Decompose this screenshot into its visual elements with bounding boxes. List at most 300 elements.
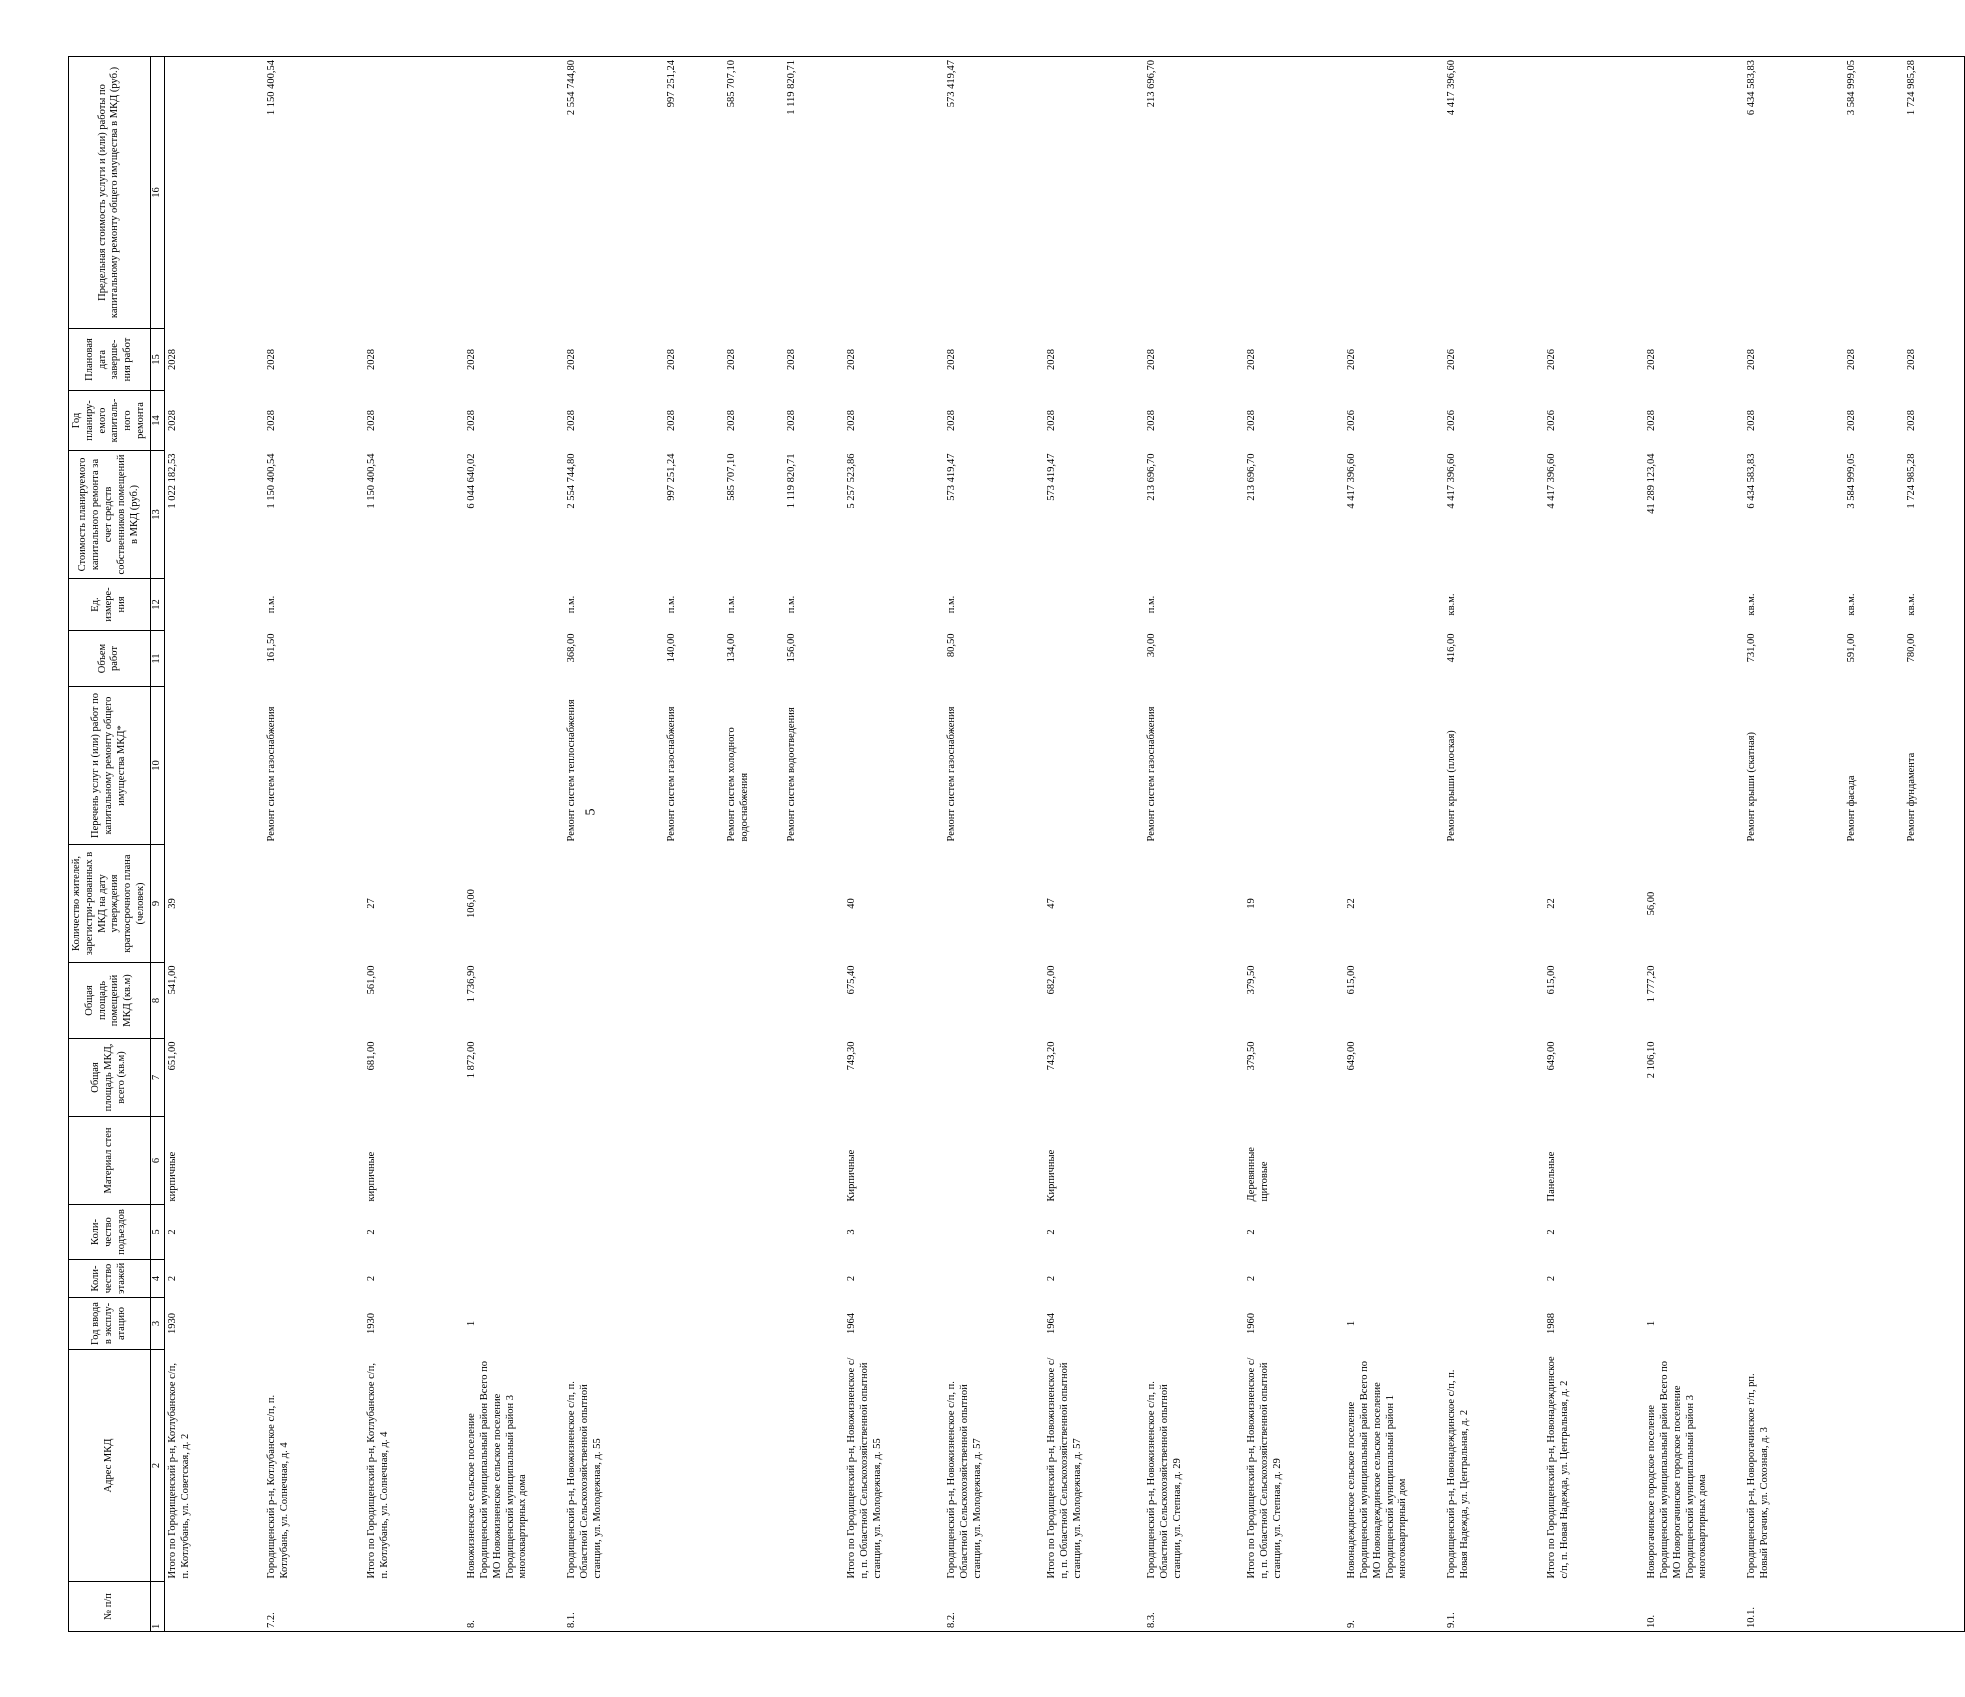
cell-year: 1	[1646, 1320, 1658, 1327]
cell-n: 9.1.	[1444, 1582, 1544, 1632]
cell-unit: кв.м.	[1746, 593, 1758, 616]
column-header: № п/п	[69, 1582, 151, 1632]
cell-addr: Итого по Городищенский р-н, Новожизненское с/п, п. Областной Сельскохозяйственной опытной станции, ул. Степная, д. 29	[1246, 1357, 1283, 1579]
cell-plan_year: 2028	[1904, 391, 1964, 451]
cell-wall	[1904, 1117, 1964, 1205]
cell-volume: 134,00	[726, 633, 738, 663]
cell-floors	[1444, 1260, 1544, 1298]
cell-area_prem: 615,00	[1346, 965, 1358, 995]
cell-unit	[1044, 579, 1144, 631]
column-number: 1	[150, 1582, 164, 1632]
cell-unit: п.м.	[666, 595, 678, 614]
cell-work: Ремонт систем теплоснабжения	[566, 699, 578, 842]
table-body	[164, 57, 1964, 1632]
cell-ent: 2	[1046, 1229, 1058, 1235]
table-row	[1644, 57, 1744, 1632]
cell-work: Ремонт систем водоотведения	[786, 707, 798, 842]
cell-unit: п.м.	[786, 595, 798, 614]
cell-end_date: 2028	[726, 349, 738, 370]
cell-work	[844, 687, 944, 845]
cell-year	[1844, 1298, 1904, 1350]
column-number: 4	[150, 1260, 164, 1298]
cell-plan_year: 2028	[1046, 410, 1058, 431]
cell-area_prem	[664, 963, 724, 1039]
cell-n	[1904, 1582, 1964, 1632]
cell-residents	[1844, 845, 1904, 963]
cell-plan_year: 2028	[366, 410, 378, 431]
table-row	[1844, 57, 1904, 1632]
cell-addr: Итого по Городищенский р-н, Котлубанское с/п, п. Котлубань, ул. Солнечная, д. 4	[366, 1363, 391, 1579]
cell-end_date: 2026	[1346, 349, 1358, 370]
cell-year: 1930	[366, 1313, 378, 1334]
cell-limit: 1 150 400,54	[264, 57, 364, 329]
cell-unit	[844, 579, 944, 631]
cell-volume: 140,00	[666, 633, 678, 663]
cell-limit: 213 696,70	[1144, 57, 1244, 329]
cell-wall: Деревянные щитовые	[1246, 1147, 1271, 1202]
column-number: 10	[150, 687, 164, 845]
header-row	[69, 57, 151, 1632]
cell-wall	[1144, 1117, 1244, 1205]
cell-n: 8.3.	[1144, 1582, 1244, 1632]
cell-area: 749,30	[846, 1041, 858, 1071]
cell-floors	[1904, 1260, 1964, 1298]
cell-volume: 591,00	[1846, 633, 1858, 663]
cell-area_prem	[1904, 963, 1964, 1039]
cell-cost: 4 417 396,60	[1546, 453, 1558, 509]
cell-wall: кирпичные	[166, 1151, 178, 1202]
cell-end_date: 2028	[266, 349, 278, 370]
column-header: Год ввода в эксплу-атацию	[69, 1298, 151, 1350]
cell-end_date: 2028	[466, 349, 478, 370]
cell-addr: Новорогачинское городское поселение Городищенский муниципальный район Всего по МО Новорогачинское городское поселение Городищенский муниципальный район 3 многоквартирных дома	[1646, 1360, 1709, 1579]
cell-limit: 585 707,10	[724, 57, 784, 329]
cell-area	[1444, 1039, 1544, 1117]
cell-cost: 1 119 820,71	[786, 453, 798, 509]
cell-work	[464, 687, 564, 845]
cell-end_date: 2028	[366, 349, 378, 370]
cell-wall	[564, 1117, 664, 1205]
cell-wall	[1344, 1117, 1444, 1205]
cell-ent	[1444, 1205, 1544, 1260]
cell-cost: 1 150 400,54	[366, 453, 378, 509]
cell-end_date: 2028	[946, 349, 958, 370]
cell-volume	[1344, 631, 1444, 687]
cell-end_date: 2028	[1646, 349, 1658, 370]
cell-cost: 6 044 640,02	[466, 453, 478, 509]
cell-limit: 997 251,24	[664, 57, 724, 329]
table-row	[364, 57, 464, 1632]
cell-ent: 2	[366, 1229, 378, 1235]
column-header: Адрес МКД	[69, 1350, 151, 1582]
table-row	[1344, 57, 1444, 1632]
column-header: Плановая дата заверше-ния работ	[69, 329, 151, 391]
cell-n	[1844, 1582, 1904, 1632]
cell-floors: 2	[1046, 1275, 1058, 1282]
cell-residents: 56,00	[1646, 891, 1658, 916]
cell-area: 379,50	[1246, 1041, 1258, 1071]
cell-unit	[1244, 579, 1344, 631]
cell-floors	[1644, 1260, 1744, 1298]
cell-limit	[164, 57, 264, 329]
cell-limit: 1 119 820,71	[784, 57, 844, 329]
cell-floors	[264, 1260, 364, 1298]
cell-limit	[364, 57, 464, 329]
cell-residents: 22	[1546, 898, 1558, 909]
cell-plan_year: 2028	[1746, 410, 1758, 431]
cell-area	[1844, 1039, 1904, 1117]
column-header: Коли-чество подъездов	[69, 1205, 151, 1260]
column-header: Материал стен	[69, 1117, 151, 1205]
cell-area: 651,00	[166, 1041, 178, 1071]
cell-work: Ремонт фундамента	[1904, 687, 1964, 845]
cell-year: 1964	[846, 1313, 858, 1334]
cell-n	[164, 1582, 264, 1632]
cell-ent	[1744, 1205, 1844, 1260]
table-row	[1744, 57, 1844, 1632]
cell-n: 8.2.	[944, 1582, 1044, 1632]
cell-limit: 1 724 985,28	[1904, 57, 1964, 329]
cell-addr	[664, 1350, 724, 1582]
cell-work: Ремонт систем газоснабжения	[946, 706, 958, 842]
cell-work: Ремонт систем газоснабжения	[666, 706, 678, 842]
cell-area	[664, 1039, 724, 1117]
cell-limit	[1344, 57, 1444, 329]
cell-wall	[264, 1117, 364, 1205]
cell-limit	[1244, 57, 1344, 329]
cell-cost: 5 257 523,86	[846, 453, 858, 509]
cell-limit: 6 434 583,83	[1744, 57, 1844, 329]
cell-volume	[1044, 631, 1144, 687]
cell-wall	[944, 1117, 1044, 1205]
cell-year	[1904, 1298, 1964, 1350]
cell-area	[784, 1039, 844, 1117]
cell-wall: Кирпичные	[846, 1149, 858, 1202]
cell-addr: Новожизненское сельское поселение Городищенский муниципальный район Всего по МО Новожизненское сельское поселение Городищенский муниципальный район 3 многоквартирных дома	[466, 1360, 529, 1579]
cell-area_prem	[1144, 963, 1244, 1039]
cell-limit	[1044, 57, 1144, 329]
column-header: Ед. измере-ния	[69, 579, 151, 631]
cell-end_date: 2028	[1146, 349, 1158, 370]
column-number: 16	[150, 57, 164, 329]
cell-ent	[464, 1205, 564, 1260]
column-number: 12	[150, 579, 164, 631]
cell-floors	[1744, 1260, 1844, 1298]
cell-unit	[164, 579, 264, 631]
table-row	[664, 57, 724, 1632]
cell-volume	[364, 631, 464, 687]
cell-end_date: 2028	[1046, 349, 1058, 370]
cell-unit: кв.м.	[1904, 579, 1964, 631]
column-header: Общая площадь помещений МКД (кв.м)	[69, 963, 151, 1039]
cell-plan_year: 2026	[1446, 410, 1458, 431]
cell-n: 7.2.	[264, 1582, 364, 1632]
cell-unit	[1544, 579, 1644, 631]
cell-plan_year: 2028	[1246, 410, 1258, 431]
cell-area_prem: 541,00	[166, 965, 178, 995]
cell-addr: Городищенский р-н, Котлубанское с/п, п. Котлубань, ул. Солнечная, д. 4	[266, 1394, 291, 1579]
cell-unit	[1644, 579, 1744, 631]
cell-ent	[1344, 1205, 1444, 1260]
table-row	[1444, 57, 1544, 1632]
cell-work: Ремонт систем газоснабжения	[1146, 706, 1158, 842]
cell-ent	[664, 1205, 724, 1260]
cell-cost: 573 419,47	[946, 453, 958, 501]
cell-wall: кирпичные	[366, 1151, 378, 1202]
table-row	[1044, 57, 1144, 1632]
cell-floors: 2	[366, 1275, 378, 1282]
cell-cost: 1 724 985,28	[1904, 451, 1964, 579]
cell-work	[1544, 687, 1644, 845]
cell-addr: Городищенский р-н, Новонадеждинское с/п, п. Новая Надежда, ул. Центральная, д. 2	[1446, 1369, 1471, 1579]
cell-addr	[1904, 1350, 1964, 1582]
cell-cost: 2 554 744,80	[566, 453, 578, 509]
cell-plan_year: 2028	[466, 410, 478, 431]
cell-area_prem: 379,50	[1246, 965, 1258, 995]
cell-area	[1904, 1039, 1964, 1117]
cell-work	[1244, 687, 1344, 845]
column-number: 7	[150, 1039, 164, 1117]
cell-addr: Итого по Городищенский р-н, Котлубанское с/п, п. Котлубань, ул. Советская, д. 2	[166, 1363, 191, 1579]
cell-plan_year: 2026	[1546, 410, 1558, 431]
cell-ent: 2	[166, 1229, 178, 1235]
column-number-row	[150, 57, 164, 1632]
cell-residents: 39	[166, 898, 178, 909]
cell-end_date: 2028	[666, 349, 678, 370]
cell-floors	[784, 1260, 844, 1298]
cell-end_date: 2028	[1246, 349, 1258, 370]
cell-residents	[264, 845, 364, 963]
cell-unit: п.м.	[266, 595, 278, 614]
table-row	[464, 57, 564, 1632]
column-header: Объем работ	[69, 631, 151, 687]
cell-ent	[1904, 1205, 1964, 1260]
cell-addr	[724, 1350, 784, 1582]
cell-area: 649,00	[1546, 1041, 1558, 1071]
cell-ent	[724, 1205, 784, 1260]
cell-wall	[784, 1117, 844, 1205]
cell-floors	[1344, 1260, 1444, 1298]
cell-work	[1044, 687, 1144, 845]
cell-end_date: 2028	[566, 349, 578, 370]
cell-area_prem: 682,00	[1046, 965, 1058, 995]
cell-limit	[1544, 57, 1644, 329]
cell-limit	[464, 57, 564, 329]
cell-addr: Городищенский р-н, Новожизненское с/п, п. Областной Сельскохозяйственной опытной станции, ул. Молодежная, д. 55	[566, 1381, 603, 1579]
cell-wall	[464, 1117, 564, 1205]
cell-addr	[1844, 1350, 1904, 1582]
cell-residents	[664, 845, 724, 963]
cell-plan_year: 2028	[1646, 410, 1658, 431]
cell-residents	[1444, 845, 1544, 963]
cell-volume	[1544, 631, 1644, 687]
cell-end_date: 2028	[786, 349, 798, 370]
column-number: 13	[150, 451, 164, 579]
cell-volume: 30,00	[1146, 633, 1158, 658]
cell-cost: 585 707,10	[726, 453, 738, 501]
cell-cost: 41 289 123,04	[1646, 453, 1658, 514]
column-number: 14	[150, 391, 164, 451]
cell-addr: Городищенский р-н, Новорогачинское г/п, рп. Новый Рогачик, ул. Сохозная, д. 3	[1746, 1373, 1771, 1579]
cell-ent: 3	[846, 1229, 858, 1235]
table-row	[844, 57, 944, 1632]
cell-year	[724, 1298, 784, 1350]
cell-area_prem: 561,00	[366, 965, 378, 995]
cell-limit: 2 554 744,80	[564, 57, 664, 329]
cell-year: 1988	[1546, 1313, 1558, 1334]
cell-wall	[1444, 1117, 1544, 1205]
cell-year	[1144, 1298, 1244, 1350]
cell-cost: 213 696,70	[1246, 453, 1258, 501]
cell-volume	[844, 631, 944, 687]
table-row	[944, 57, 1044, 1632]
cell-residents: 40	[846, 898, 858, 909]
column-number: 8	[150, 963, 164, 1039]
cell-year: 1	[1346, 1320, 1358, 1327]
cell-cost: 573 419,47	[1046, 453, 1058, 501]
repair-plan-table	[68, 56, 1965, 1632]
cell-ent	[944, 1205, 1044, 1260]
cell-residents	[1744, 845, 1844, 963]
cell-plan_year: 2028	[846, 410, 858, 431]
cell-area: 649,00	[1346, 1041, 1358, 1071]
cell-end_date: 2026	[1546, 349, 1558, 370]
table-row	[724, 57, 784, 1632]
cell-work: Ремонт фасада	[1846, 775, 1858, 842]
cell-ent: 2	[1546, 1229, 1558, 1235]
cell-year	[564, 1298, 664, 1350]
cell-n	[1244, 1582, 1344, 1632]
cell-n	[1044, 1582, 1144, 1632]
cell-area_prem: 675,40	[846, 965, 858, 995]
table-row	[1244, 57, 1344, 1632]
cell-residents	[724, 845, 784, 963]
cell-cost: 6 434 583,83	[1746, 453, 1758, 509]
cell-area_prem: 1 736,90	[466, 965, 478, 1003]
cell-ent: 2	[1246, 1229, 1258, 1235]
cell-n	[664, 1582, 724, 1632]
cell-volume: 416,00	[1446, 633, 1458, 663]
cell-cost: 997 251,24	[666, 453, 678, 501]
cell-work	[364, 687, 464, 845]
cell-unit: п.м.	[946, 595, 958, 614]
cell-n: 8.	[464, 1582, 564, 1632]
cell-floors	[1844, 1260, 1904, 1298]
cell-area_prem	[1744, 963, 1844, 1039]
cell-floors: 2	[1246, 1275, 1258, 1282]
rotated-page	[68, 57, 1918, 1632]
cell-area_prem	[944, 963, 1044, 1039]
table-row	[1144, 57, 1244, 1632]
column-number: 6	[150, 1117, 164, 1205]
cell-residents	[1144, 845, 1244, 963]
cell-area: 1 872,00	[466, 1041, 478, 1079]
table-row	[784, 57, 844, 1632]
column-number: 11	[150, 631, 164, 687]
cell-floors	[664, 1260, 724, 1298]
cell-area: 743,20	[1046, 1041, 1058, 1071]
cell-area_prem	[1844, 963, 1904, 1039]
cell-plan_year: 2028	[566, 410, 578, 431]
cell-n	[364, 1582, 464, 1632]
column-header: Количество жителей, зарегистри-рованных в МКД на дату утверждения краткосрочного плана (человек)	[69, 845, 151, 963]
cell-end_date: 2028	[1746, 349, 1758, 370]
page-number: 5	[583, 808, 599, 816]
cell-addr	[784, 1350, 844, 1582]
cell-unit: п.м.	[566, 595, 578, 614]
cell-limit	[844, 57, 944, 329]
cell-work	[1344, 687, 1444, 845]
cell-n: 9.	[1344, 1582, 1444, 1632]
column-number: 3	[150, 1298, 164, 1350]
cell-volume	[1244, 631, 1344, 687]
cell-end_date: 2026	[1446, 349, 1458, 370]
cell-plan_year: 2028	[166, 410, 178, 431]
cell-year	[784, 1298, 844, 1350]
cell-area_prem	[724, 963, 784, 1039]
cell-unit: п.м.	[726, 595, 738, 614]
cell-plan_year: 2028	[726, 410, 738, 431]
cell-unit	[364, 579, 464, 631]
column-number: 15	[150, 329, 164, 391]
cell-addr: Итого по Городищенский р-н, Новожизненское с/п, п. Областной Сельскохозяйственной опытной станции, ул. Молодежная, д. 57	[1046, 1357, 1083, 1579]
cell-plan_year: 2028	[1846, 410, 1858, 431]
cell-area_prem	[784, 963, 844, 1039]
cell-wall	[724, 1117, 784, 1205]
cell-cost: 1 022 182,53	[166, 453, 178, 509]
cell-limit: 4 417 396,60	[1444, 57, 1544, 329]
cell-cost: 4 417 396,60	[1346, 453, 1358, 509]
cell-volume: 161,50	[266, 633, 278, 663]
cell-area_prem	[264, 963, 364, 1039]
table-row	[564, 57, 664, 1632]
cell-residents: 22	[1346, 898, 1358, 909]
cell-volume	[1644, 631, 1744, 687]
cell-area	[264, 1039, 364, 1117]
cell-ent	[1844, 1205, 1904, 1260]
cell-wall	[1644, 1117, 1744, 1205]
cell-floors: 2	[1546, 1275, 1558, 1282]
cell-wall: Панельные	[1546, 1151, 1558, 1202]
table-row	[1904, 57, 1964, 1632]
cell-limit	[1644, 57, 1744, 329]
cell-unit	[1344, 579, 1444, 631]
cell-residents	[784, 845, 844, 963]
cell-area_prem	[1444, 963, 1544, 1039]
cell-floors	[724, 1260, 784, 1298]
cell-addr: Городищенский р-н, Новожизненское с/п, п. Областной Сельскохозяйственной опытной станции, ул. Молодежная, д. 57	[946, 1381, 983, 1579]
cell-wall: Кирпичные	[1046, 1149, 1058, 1202]
cell-floors	[944, 1260, 1044, 1298]
cell-end_date: 2028	[1846, 349, 1858, 370]
cell-plan_year: 2028	[786, 410, 798, 431]
cell-floors	[564, 1260, 664, 1298]
cell-residents: 27	[366, 898, 378, 909]
cell-year	[664, 1298, 724, 1350]
cell-area	[1744, 1039, 1844, 1117]
cell-end_date: 2028	[166, 349, 178, 370]
cell-volume: 780,00	[1904, 631, 1964, 687]
cell-area: 2 106,10	[1646, 1041, 1658, 1079]
cell-work: Ремонт крыши (скатная)	[1746, 731, 1758, 842]
column-header: Стоимость планируемого капитального ремонта за счет средств собственников помещений в МКД (руб.)	[69, 451, 151, 579]
column-header: Год планиру-емого капиталь-ного ремонта	[69, 391, 151, 451]
cell-ent	[564, 1205, 664, 1260]
cell-area_prem	[564, 963, 664, 1039]
cell-residents	[1904, 845, 1964, 963]
cell-unit: кв.м.	[1446, 593, 1458, 616]
column-header: Общая площадь МКД, всего (кв.м)	[69, 1039, 151, 1117]
